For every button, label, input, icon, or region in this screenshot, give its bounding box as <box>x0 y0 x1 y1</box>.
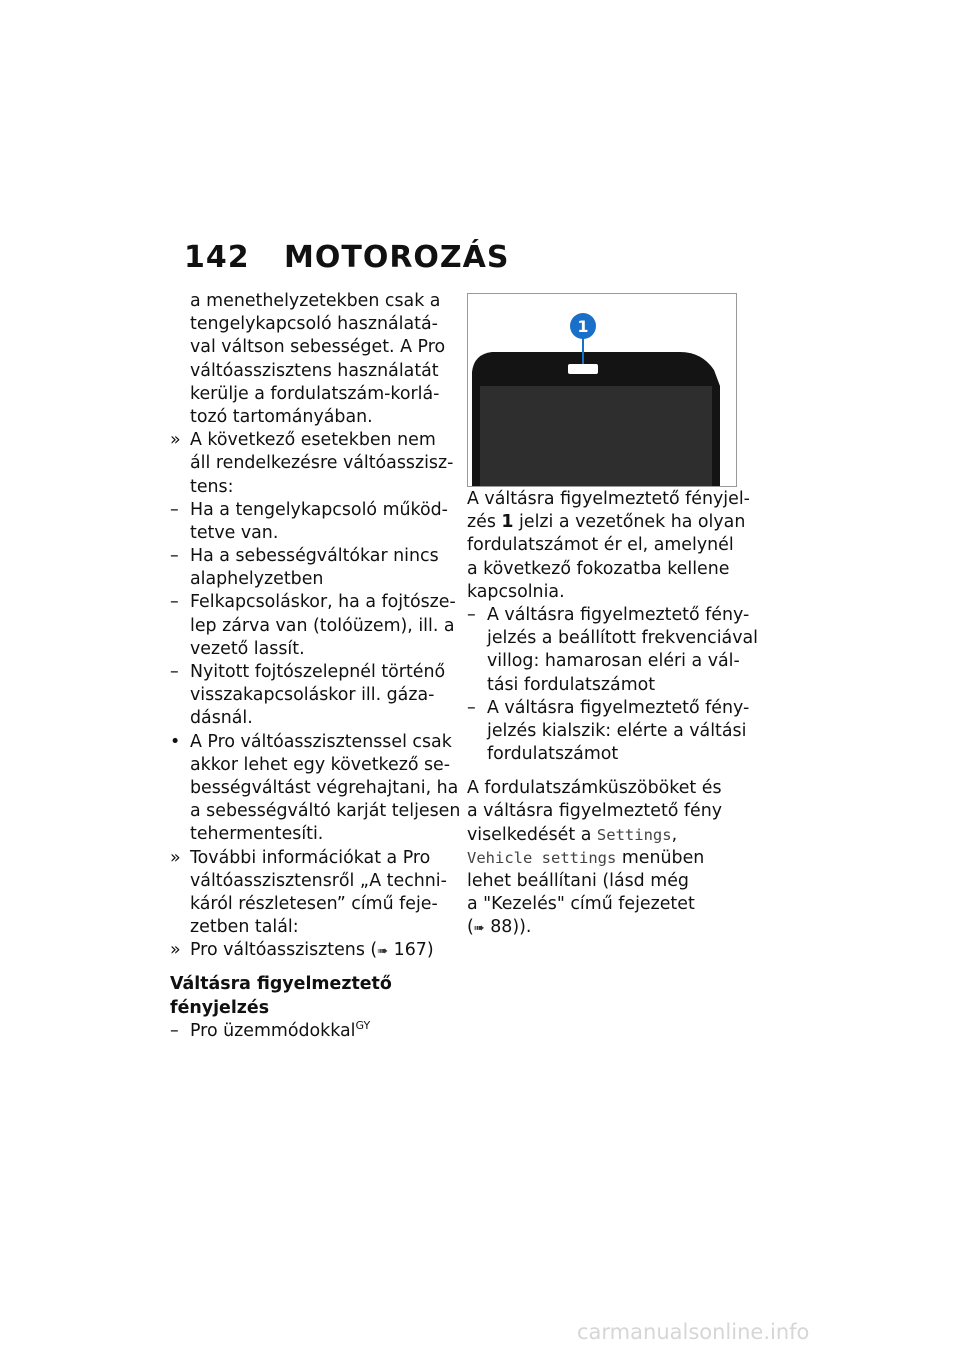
line-text: fordulatszámot <box>487 744 619 765</box>
line-text-continued: 88)). <box>484 917 532 938</box>
line-text: viselkedését a <box>467 824 597 845</box>
text-line <box>170 383 450 406</box>
text-line <box>170 800 461 823</box>
line-text-continued: menüben <box>616 847 705 868</box>
text-line <box>170 568 450 591</box>
line-text: dásnál. <box>190 708 253 729</box>
text-line <box>467 720 747 743</box>
watermark: carmanualsonline.info <box>577 1320 810 1344</box>
line-text: zetben talál: <box>190 917 299 938</box>
page-number: 142 <box>184 240 250 275</box>
line-text: Ha a sebességváltókar nincs <box>190 546 439 567</box>
text-line <box>467 558 742 581</box>
list-bullet: – <box>467 697 476 718</box>
line-text: a "Kezelés" című fejezetet <box>467 894 695 915</box>
line-text: tens: <box>190 476 234 497</box>
line-text: káról részletesen” című feje- <box>190 893 438 914</box>
text-line <box>467 916 742 939</box>
callout-number: 1 <box>577 317 589 336</box>
text-line <box>170 661 450 684</box>
line-text: tehermentesíti. <box>190 824 324 845</box>
line-text: Váltásra figyelmeztető <box>170 974 392 995</box>
text-line <box>467 627 758 650</box>
country-code: GY <box>355 1018 371 1032</box>
right-column <box>467 488 758 940</box>
list-bullet: » <box>170 940 181 961</box>
paragraph-gap <box>170 962 450 973</box>
line-text: tási fordulatszámot <box>487 674 656 695</box>
section-title: MOTOROZÁS <box>284 240 510 275</box>
line-text: Pro váltóasszisztens ( <box>190 940 378 961</box>
line-text: tengelykapcsoló használatá- <box>190 314 438 335</box>
line-text: ( <box>467 917 474 938</box>
line-text: váltóasszisztens használatát <box>190 360 439 381</box>
display-screen <box>480 386 712 487</box>
line-text: a menethelyzetekben csak a <box>190 291 441 311</box>
list-bullet: » <box>170 430 181 451</box>
text-line <box>467 847 742 870</box>
line-text: a sebességváltó karját teljesen <box>190 801 461 822</box>
line-text: A váltásra figyelmeztető fényjel- <box>467 489 750 509</box>
text-line <box>170 360 450 383</box>
text-line <box>170 916 450 939</box>
text-line <box>170 452 454 475</box>
line-text: zés <box>467 512 502 533</box>
list-bullet: – <box>170 499 179 520</box>
line-text: val váltson sebességet. A Pro <box>190 337 446 358</box>
text-line <box>467 824 742 847</box>
text-line <box>467 777 742 800</box>
line-text: A Pro váltóasszisztenssel csak <box>190 731 452 752</box>
bold-reference: 1 <box>501 512 514 533</box>
line-text: jelzés a beállított frekvenciával <box>487 628 758 649</box>
list-bullet: – <box>170 1020 179 1041</box>
line-text: villog: hamarosan eléri a vál- <box>487 651 740 672</box>
text-line <box>467 697 750 720</box>
line-text: Ha a tengelykapcsoló működ- <box>190 499 448 520</box>
text-line <box>467 511 746 534</box>
text-line <box>170 707 450 730</box>
text-line <box>467 581 742 604</box>
text-line <box>170 893 450 916</box>
line-text: fényjelzés <box>170 997 270 1018</box>
shift-light-indicator <box>568 364 598 374</box>
list-bullet: – <box>170 662 179 682</box>
line-text: a váltásra figyelmeztető fény <box>467 801 723 822</box>
line-text: jelzés kialszik: elérte a váltási <box>487 720 747 741</box>
line-text: alaphelyzetben <box>190 569 324 590</box>
text-line <box>170 290 450 313</box>
text-line <box>467 650 742 673</box>
page-reference-arrow-icon: ➠ <box>473 921 485 937</box>
line-text: Pro üzemmódokkal <box>190 1020 356 1041</box>
text-line <box>170 615 455 638</box>
list-bullet: » <box>170 847 181 868</box>
text-line <box>170 754 450 777</box>
text-line <box>170 545 450 568</box>
dashboard-illustration <box>468 294 737 487</box>
line-text: áll rendelkezésre váltóasszisz- <box>190 453 454 474</box>
line-text: kapcsolnia. <box>467 581 565 602</box>
line-text: tetve van. <box>190 522 279 543</box>
text-line <box>170 939 450 962</box>
text-line <box>170 823 450 846</box>
text-line <box>170 777 459 800</box>
line-text: vezető lassít. <box>190 638 305 659</box>
menu-path: Vehicle settings <box>467 848 617 867</box>
line-text: visszakapcsoláskor ill. gáza- <box>190 685 435 706</box>
text-line <box>467 604 750 627</box>
line-text: A következő esetekben nem <box>190 430 436 451</box>
text-line <box>467 488 750 511</box>
list-bullet: – <box>170 592 179 613</box>
text-line <box>467 674 742 697</box>
line-text: A váltásra figyelmeztető fény- <box>487 697 750 718</box>
line-text: lep zárva van (tolóüzem), ill. a <box>190 615 455 636</box>
text-line <box>170 638 450 661</box>
list-bullet: – <box>467 604 476 625</box>
line-text: Felkapcsoláskor, ha a fojtósze- <box>190 592 456 613</box>
text-line <box>170 847 450 870</box>
line-text: A fordulatszámküszöböket és <box>467 778 722 799</box>
text-line <box>170 1020 450 1043</box>
text-line <box>170 429 450 452</box>
line-text-continued: jelzi a vezetőnek ha olyan <box>513 512 746 533</box>
line-text: fordulatszámot ér el, amelynél <box>467 535 734 556</box>
text-line <box>170 870 450 893</box>
text-line <box>170 336 450 359</box>
text-line <box>467 743 742 766</box>
text-line <box>467 800 742 823</box>
line-text: A váltásra figyelmeztető fény- <box>487 604 750 625</box>
list-bullet: – <box>170 546 179 567</box>
menu-path: Settings <box>596 825 672 844</box>
line-text-continued: , <box>671 824 678 845</box>
section-heading <box>170 973 450 996</box>
line-text: a következő fokozatba kellene <box>467 558 730 579</box>
line-text: akkor lehet egy következő se- <box>190 754 451 775</box>
text-line <box>170 591 456 614</box>
text-line <box>170 499 450 522</box>
text-line <box>170 406 450 429</box>
left-column <box>170 290 461 1043</box>
line-text: Nyitott fojtószelepnél történő <box>190 662 446 682</box>
text-line <box>170 731 450 754</box>
section-heading <box>170 997 450 1020</box>
line-text: kerülje a fordulatszám-korlá- <box>190 383 440 404</box>
line-text: tozó tartományában. <box>190 406 373 427</box>
line-text: lehet beállítani (lásd még <box>467 871 689 891</box>
text-line <box>467 893 742 916</box>
line-text: váltóasszisztensről „A techni- <box>190 870 447 891</box>
text-line <box>467 534 742 557</box>
text-line <box>170 476 450 499</box>
paragraph-gap <box>467 766 742 777</box>
line-text: További információkat a Pro <box>190 847 431 868</box>
line-text: bességváltást végrehajtani, ha <box>190 777 459 798</box>
text-line <box>170 522 450 545</box>
page-reference-arrow-icon: ➠ <box>377 944 389 960</box>
text-line <box>170 684 450 707</box>
text-line <box>170 313 450 336</box>
text-line <box>467 870 742 893</box>
line-text-continued: 167) <box>388 940 434 961</box>
shift-light-figure <box>467 293 737 487</box>
page-header <box>184 240 510 275</box>
list-bullet: • <box>170 731 181 752</box>
